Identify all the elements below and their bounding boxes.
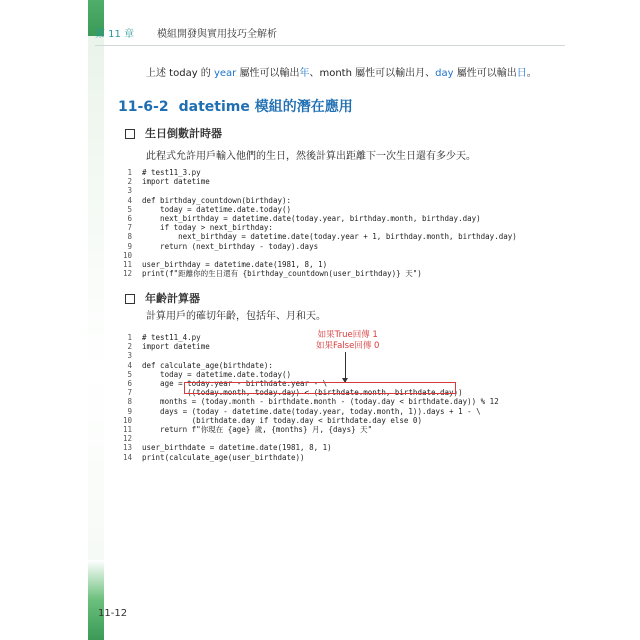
subsection-age-title: 年齡計算器 — [145, 292, 200, 305]
code-line — [118, 434, 499, 443]
code-line — [118, 214, 517, 223]
code-text: today = datetime.date.today() — [142, 204, 292, 214]
code-line — [118, 177, 517, 186]
line-number: 11 — [122, 260, 132, 270]
code-line — [118, 370, 499, 379]
line-number: 11 — [122, 425, 132, 435]
line-number: 9 — [127, 406, 132, 416]
annotation-false: 如果False回傳 0 — [316, 341, 380, 351]
code-text: today = datetime.date.today() — [142, 369, 292, 379]
code-line — [118, 333, 499, 342]
code-line — [118, 351, 499, 360]
code-line — [118, 168, 517, 177]
code-block-test11-4 — [118, 333, 499, 462]
chapter-title: 模組開發與實用技巧全解析 — [157, 29, 277, 40]
code-line — [118, 260, 517, 269]
code-text: def birthday_countdown(birthday): — [142, 195, 292, 205]
line-number: 12 — [122, 269, 132, 279]
line-number: 4 — [127, 360, 132, 370]
running-header — [95, 25, 565, 41]
line-number: 7 — [127, 223, 132, 233]
checkbox-bullet-icon — [125, 129, 135, 139]
section-title: datetime 模組的潛在應用 — [178, 99, 353, 115]
code-text: days = (today - datetime.date(today.year, today.month, 1)).days + 1 - \ — [142, 406, 481, 416]
highlight-box — [184, 382, 456, 394]
annotation-true: 如果True回傳 1 — [317, 330, 378, 340]
line-number: 5 — [127, 369, 132, 379]
line-number: 3 — [127, 186, 132, 196]
chapter-number: 第 11 章 — [95, 29, 135, 40]
line-number: 5 — [127, 204, 132, 214]
section-number: 11-6-2 — [118, 99, 169, 115]
code-text: # test11_4.py — [142, 333, 201, 342]
section-heading — [118, 96, 363, 116]
line-number: 8 — [127, 397, 132, 407]
code-text: (birthdate.day if today.day < birthdate.day else 0) — [142, 415, 422, 425]
line-number: 10 — [122, 415, 132, 425]
subsection-age — [125, 290, 200, 306]
code-line — [118, 425, 499, 434]
code-block-test11-3 — [118, 168, 517, 278]
line-number: 12 — [122, 434, 132, 444]
code-text: return (next_birthday - today).days — [142, 241, 319, 251]
code-line — [118, 186, 517, 195]
code-text: user_birthday = datetime.date(1981, 8, 1) — [142, 260, 328, 270]
line-number: 13 — [122, 443, 132, 453]
line-number: 1 — [127, 333, 132, 342]
code-line — [118, 361, 499, 370]
code-line — [118, 443, 499, 452]
code-line — [118, 453, 499, 462]
line-number: 8 — [127, 232, 132, 242]
code-line — [118, 269, 517, 278]
page-number: 11-12 — [98, 608, 128, 619]
code-text: next_birthday = datetime.date(today.year + 1, birthday.month, birthday.day) — [142, 232, 517, 242]
code-line — [118, 416, 499, 425]
side-bar-bottom — [88, 560, 104, 640]
code-text: age = today.year - birthdate.year - \ — [142, 379, 328, 389]
code-text: import datetime — [142, 177, 210, 187]
line-number: 7 — [127, 388, 132, 398]
age-description: 計算用戶的確切年齡，包括年、月和天。 — [146, 311, 326, 322]
code-line — [118, 407, 499, 416]
code-text: if today > next_birthday: — [142, 223, 273, 233]
line-number: 3 — [127, 351, 132, 361]
line-number: 4 — [127, 195, 132, 205]
intro-paragraph: 上述 today 的 year 屬性可以輸出年、month 屬性可以輸出月、day 屬性可以輸出日。 — [146, 68, 537, 79]
subsection-birthday — [125, 125, 222, 141]
birthday-description: 此程式允許用戶輸入他們的生日，然後計算出距離下一次生日還有多少天。 — [146, 151, 476, 162]
code-text: user_birthdate = datetime.date(1981, 8, 1) — [142, 443, 332, 453]
subsection-birthday-title: 生日倒數計時器 — [145, 127, 222, 140]
code-line — [118, 397, 499, 406]
code-line — [118, 196, 517, 205]
code-line — [118, 242, 517, 251]
line-number: 10 — [122, 250, 132, 260]
line-number: 6 — [127, 214, 132, 224]
side-bar-middle — [88, 36, 104, 596]
code-text: print(calculate_age(user_birthdate)) — [142, 452, 305, 462]
code-text: return f"你現在 {age} 歲, {months} 月, {days} 天" — [142, 425, 373, 435]
code-text: print(f"距離你的生日還有 {birthday_countdown(user_birthday)} 天") — [142, 269, 422, 279]
code-text: # test11_3.py — [142, 168, 201, 177]
code-line — [118, 342, 499, 351]
header-divider — [95, 45, 565, 46]
line-number: 2 — [127, 177, 132, 187]
line-number: 1 — [127, 168, 132, 177]
code-line — [118, 232, 517, 241]
code-text: ((today.month, today.day) < (birthdate.month, birthdate.day)) — [142, 388, 463, 398]
code-line — [118, 205, 517, 214]
code-line — [118, 223, 517, 232]
line-number: 2 — [127, 342, 132, 352]
code-annotation — [316, 330, 379, 352]
line-number: 14 — [122, 452, 132, 462]
code-text: def calculate_age(birthdate): — [142, 360, 273, 370]
line-number: 6 — [127, 379, 132, 389]
code-text: months = (today.month - birthdate.month - (today.day < birthdate.day)) % 12 — [142, 397, 499, 407]
line-number: 9 — [127, 241, 132, 251]
code-line — [118, 251, 517, 260]
code-text: next_birthday = datetime.date(today.year, birthday.month, birthday.day) — [142, 214, 481, 224]
code-text: import datetime — [142, 342, 210, 352]
checkbox-bullet-icon — [125, 294, 135, 304]
